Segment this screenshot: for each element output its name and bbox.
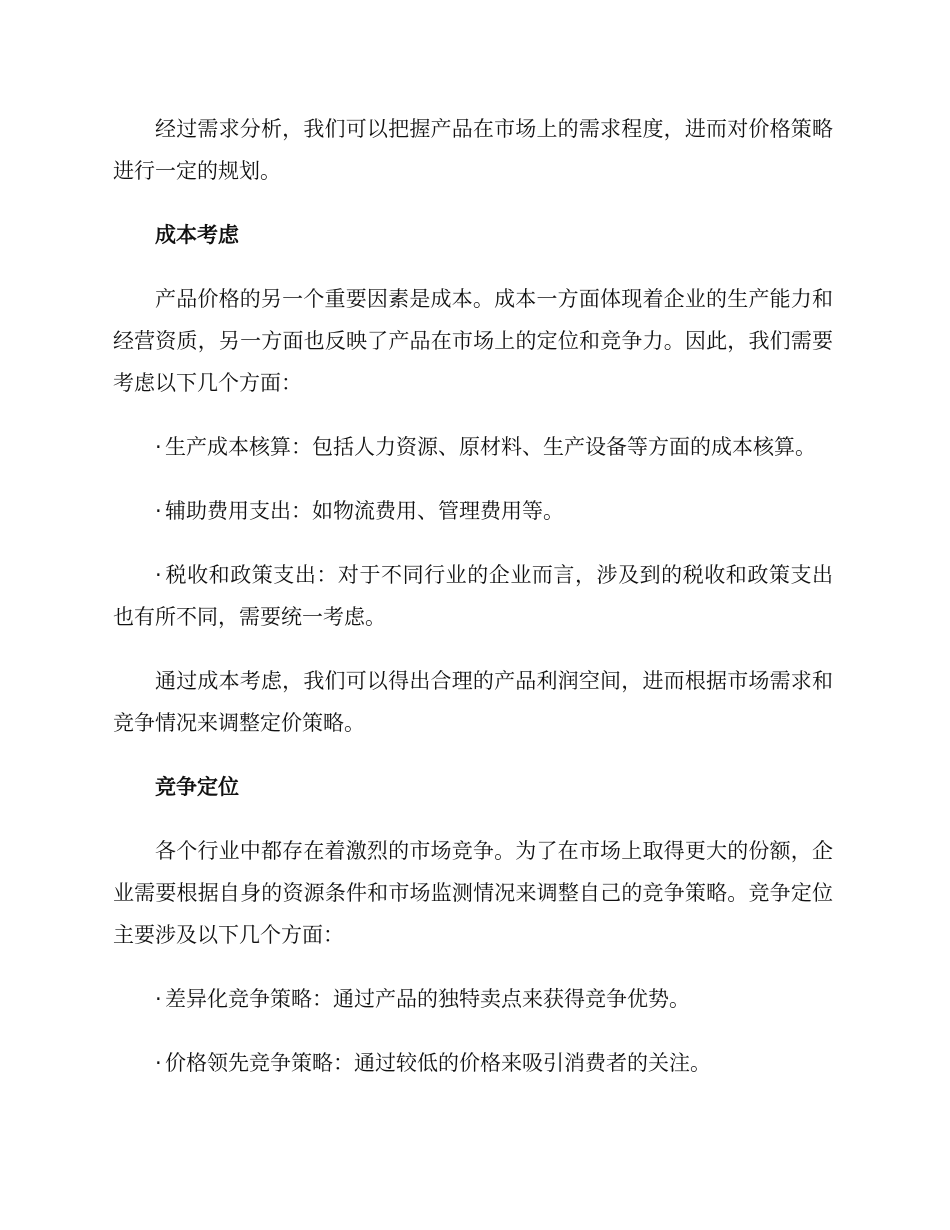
bullet-price-leadership (113, 1042, 833, 1084)
bullet-text: 辅助费用支出：如物流费用、管理费用等。 (165, 499, 564, 523)
bullet-text: 差异化竞争策略：通过产品的独特卖点来获得竞争优势。 (165, 987, 690, 1011)
bullet-tax-policy (113, 554, 833, 638)
bullet-dot: · (155, 499, 162, 523)
heading-competitive-positioning: 竞争定位 (155, 775, 239, 799)
paragraph-demand-summary: 经过需求分析，我们可以把握产品在市场上的需求程度，进而对价格策略进行一定的规划。 (113, 117, 833, 183)
bullet-dot: · (155, 987, 162, 1011)
bullet-dot: · (155, 435, 162, 459)
bullet-differentiation (113, 978, 833, 1020)
heading-cost-consideration: 成本考虑 (155, 223, 239, 247)
bullet-text: 生产成本核算：包括人力资源、原材料、生产设备等方面的成本核算。 (165, 435, 816, 459)
bullet-text: 价格领先竞争策略：通过较低的价格来吸引消费者的关注。 (165, 1051, 711, 1075)
bullet-text: 税收和政策支出：对于不同行业的企业而言，涉及到的税收和政策支出也有所不同，需要统一考虑。 (113, 563, 833, 629)
bullet-production-cost (113, 426, 833, 468)
document-body (113, 108, 833, 1106)
bullet-dot: · (155, 1051, 162, 1075)
paragraph-cost-intro: 产品价格的另一个重要因素是成本。成本一方面体现着企业的生产能力和经营资质，另一方面也反映了产品在市场上的定位和竞争力。因此，我们需要考虑以下几个方面： (113, 287, 833, 395)
bullet-auxiliary-cost (113, 490, 833, 532)
paragraph-cost-summary: 通过成本考虑，我们可以得出合理的产品利润空间，进而根据市场需求和竞争情况来调整定价策略。 (113, 669, 833, 735)
bullet-dot: · (155, 563, 162, 587)
paragraph-competition-intro: 各个行业中都存在着激烈的市场竞争。为了在市场上取得更大的份额，企业需要根据自身的资源条件和市场监测情况来调整自己的竞争策略。竞争定位主要涉及以下几个方面： (113, 839, 833, 947)
